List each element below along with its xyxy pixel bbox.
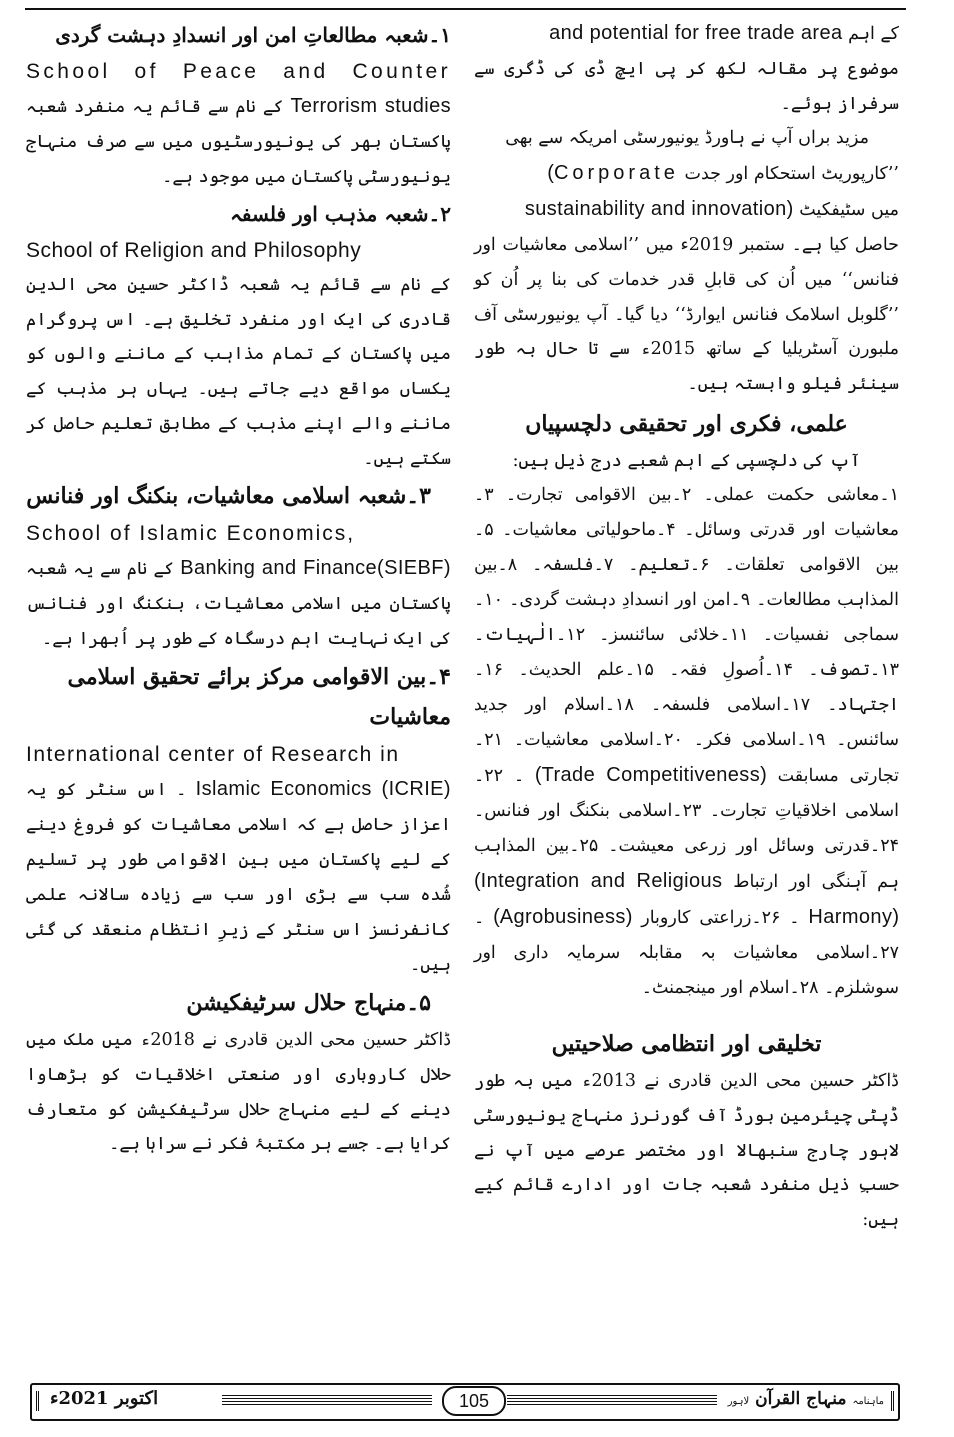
footer-ornament-left (36, 1391, 49, 1411)
para-free-trade (474, 16, 899, 52)
heading-religion-school: ۲۔شعبہ مذہب اور فلسفہ (230, 202, 451, 226)
interests-list (474, 478, 899, 1006)
para-award: حاصل کیا ہے۔ ستمبر 2019ء میں ’’اسلامی معاشیات اور فنانس‘‘ میں اُن کی قابلِ قدر خدمات کی بنا پر اُن کو ’’گلوبل اسلامک فنانس ایوارڈ‘‘ دیا گیا۔ آپ یونیورسٹی آف ملبورن آسٹریلیا کے ساتھ 2015ء سے تا حال بہ طور سینئر فیلو وابستہ ہیں۔ (474, 235, 899, 394)
right-column (474, 16, 899, 1238)
research-center-en-2: Islamic Economics (ICRIE) (195, 778, 451, 801)
halal-desc: ڈاکٹر حسین محی الدین قادری نے 2018ء میں ملک میں حلال کاروباری اور صنعتی اخلاقیات کو بڑھاوا دینے کے لیے منہاج حلال سرٹیفکیشن کو متعارف کرایا ہے۔ جسے ہر مکتبۂ فکر نے سراہا ہے۔ (26, 1030, 451, 1155)
heading-halal: ۵۔منہاج حلال سرٹیفکیشن (186, 990, 431, 1017)
economics-school-en-2: Banking and Finance(SIEBF) (180, 557, 451, 580)
peace-school-en-2: Terrorism studies (290, 95, 451, 117)
para-free-trade-en: and potential for free trade area (549, 22, 843, 44)
para-sustainability-ur: میں سٹیفکیٹ (799, 200, 899, 221)
heading-peace-school: ۱۔شعبہ مطالعاتِ امن اور انسدادِ دہشت گردی (55, 23, 451, 47)
peace-school-desc (26, 89, 451, 195)
economics-school-desc (26, 551, 451, 657)
interests-integration-en: (Integration and Religious Harmony) (474, 870, 899, 929)
footer-rule-left (222, 1395, 432, 1407)
para-phd: موضوع پر مقالہ لکھ کر پی ایچ ڈی کی ڈگری سے سرفراز ہوئے۔ (474, 59, 899, 114)
interests-list-part2: ۔ ۲۲۔اسلامی اخلاقیاتِ تجارت۔ ۲۳۔اسلامی بنکنگ اور فنانس۔ ۲۴۔قدرتی وسائل اور زرعی معیشت۔ ۲۵۔بین المذاہب ہم آہنگی اور ارتباط (474, 766, 900, 893)
footer-rule-right (507, 1395, 717, 1407)
magazine-name: منہاج القرآن (755, 1389, 847, 1409)
para-corporate-en: (Corporate (547, 162, 679, 185)
heading-economics-school: ۳۔شعبہ اسلامی معاشیات، بنکنگ اور فنانس (26, 483, 431, 510)
interests-agro-en: (Agrobusiness) (493, 906, 633, 929)
para-sustainability (474, 192, 899, 228)
para-harvard: مزید براں آپ نے ہاورڈ یونیورسٹی امریکہ سے بھی (505, 128, 869, 149)
heading-research-center: ۴۔بین الاقوامی مرکز برائے تحقیق اسلامی معاشیات (67, 664, 451, 731)
research-center-ur: ۔ اس سنٹر کو یہ اعزاز حاصل ہے کہ اسلامی معاشیات کو فروغ دینے کے لیے پاکستان میں بین الاقوامی طور پر تسلیم شُدہ سب سے بڑی اور سب سے زیادہ سالانہ علمی کانفرنسز اس سنٹر کے زیرِ انتظام منعقد کی گئی ہیں۔ (26, 780, 451, 976)
interests-list-part3b: ۔ ۲۷۔اسلامی معاشیات بہ مقابلہ سرمایہ داری اور سوشلزم۔ ۲۸۔اسلام اور مینجمنٹ۔ (474, 908, 899, 999)
magazine-logo (728, 1388, 884, 1409)
magazine-prefix: ماہنامہ (852, 1396, 884, 1407)
interests-list-part1: ۱۔معاشی حکمت عملی۔ ۲۔بین الاقوامی تجارت۔ ۳۔معاشیات اور قدرتی وسائل۔ ۴۔ماحولیاتی معاشیات۔ ۵۔بین الاقوامی تعلقات۔ ۶۔تعلیم۔ ۷۔فلسفہ۔ ۸۔بین المذاہب مطالعات۔ ۹۔امن اور انسدادِ دہشت گردی۔ ۱۰۔سماجی نفسیات۔ ۱۱۔خلائی سائنسز۔ ۱۲۔الٰہیات۔ ۱۳۔تصوف۔ ۱۴۔اُصولِ فقہ۔ ۱۵۔علم الحدیث۔ ۱۶۔اجتہاد۔ ۱۷۔اسلامی فلسفہ۔ ۱۸۔اسلام اور جدید سائنس۔ ۱۹۔اسلامی فکر۔ ۲۰۔اسلامی معاشیات۔ ۲۱۔تجارتی مسابقت (474, 485, 899, 787)
page-number: 105 (442, 1386, 506, 1416)
religion-school-ur: کے نام سے قائم یہ شعبہ ڈاکٹر حسین محی الدین قادری کی ایک اور منفرد تخلیق ہے۔ اس پروگرام میں پاکستان کے تمام مذاہب کے ماننے والوں کو یکساں مواقع دیے جاتے ہیں۔ یہاں ہر مذہب کے ماننے والے اپنے مذہب کے مطابق تعلیم حاصل کر سکتے ہیں۔ (26, 275, 451, 469)
page-footer (30, 1383, 900, 1421)
para-sustainability-en: sustainability and innovation) (524, 198, 794, 221)
interests-trade-en: (Trade Competitiveness) (534, 764, 767, 787)
issue-date: اکتوبر 2021ء (50, 1388, 159, 1409)
para-corporate-ur: ’’کارپوریٹ استحکام اور جدت (684, 164, 899, 185)
para-admin: ڈاکٹر حسین محی الدین قادری نے 2013ء میں بہ طور ڈپٹی چیئرمین بورڈ آف گورنرز منہاج یونیورسٹی لاہور چارج سنبھالا اور مختصر عرصے میں آپ نے حسبِ ذیل منفرد شعبہ جات اور ادارے قائم کیے ہیں: (474, 1071, 899, 1231)
para-free-trade-ur: کے اہم (848, 24, 899, 44)
religion-school-en: School of Religion and Philosophy (26, 239, 362, 262)
left-column (26, 16, 451, 1162)
para-corporate (474, 156, 899, 192)
heading-admin: تخلیقی اور انتظامی صلاحیتیں (551, 1031, 822, 1058)
economics-school-ur: کے نام سے یہ شعبہ پاکستان میں اسلامی معاشیات، بنکنگ اور فنانس کی ایک نہایت اہم درسگاہ کے طور پر اُبھرا ہے۔ (26, 559, 451, 650)
research-center-desc (26, 772, 451, 983)
magazine-city: لاہور (727, 1396, 750, 1407)
interests-list-part3a: ۔ ۲۶۔زراعتی کاروبار (641, 908, 800, 929)
peace-school-ur: کے نام سے قائم یہ منفرد شعبہ پاکستان بھر کی یونیورسٹیوں میں سے صرف منہاج یونیورسٹی پاکستان میں موجود ہے۔ (26, 97, 451, 187)
top-rule (25, 8, 906, 10)
peace-school-en-1: School of Peace and Counter (26, 60, 451, 83)
heading-interests: علمی، فکری اور تحقیقی دلچسپیاں (525, 410, 848, 437)
economics-school-en-1: School of Islamic Economics, (26, 522, 356, 546)
research-center-en-1: International center of Research in (26, 743, 400, 767)
interests-intro: آپ کی دلچسپی کے اہم شعبے درج ذیل ہیں: (512, 450, 861, 471)
